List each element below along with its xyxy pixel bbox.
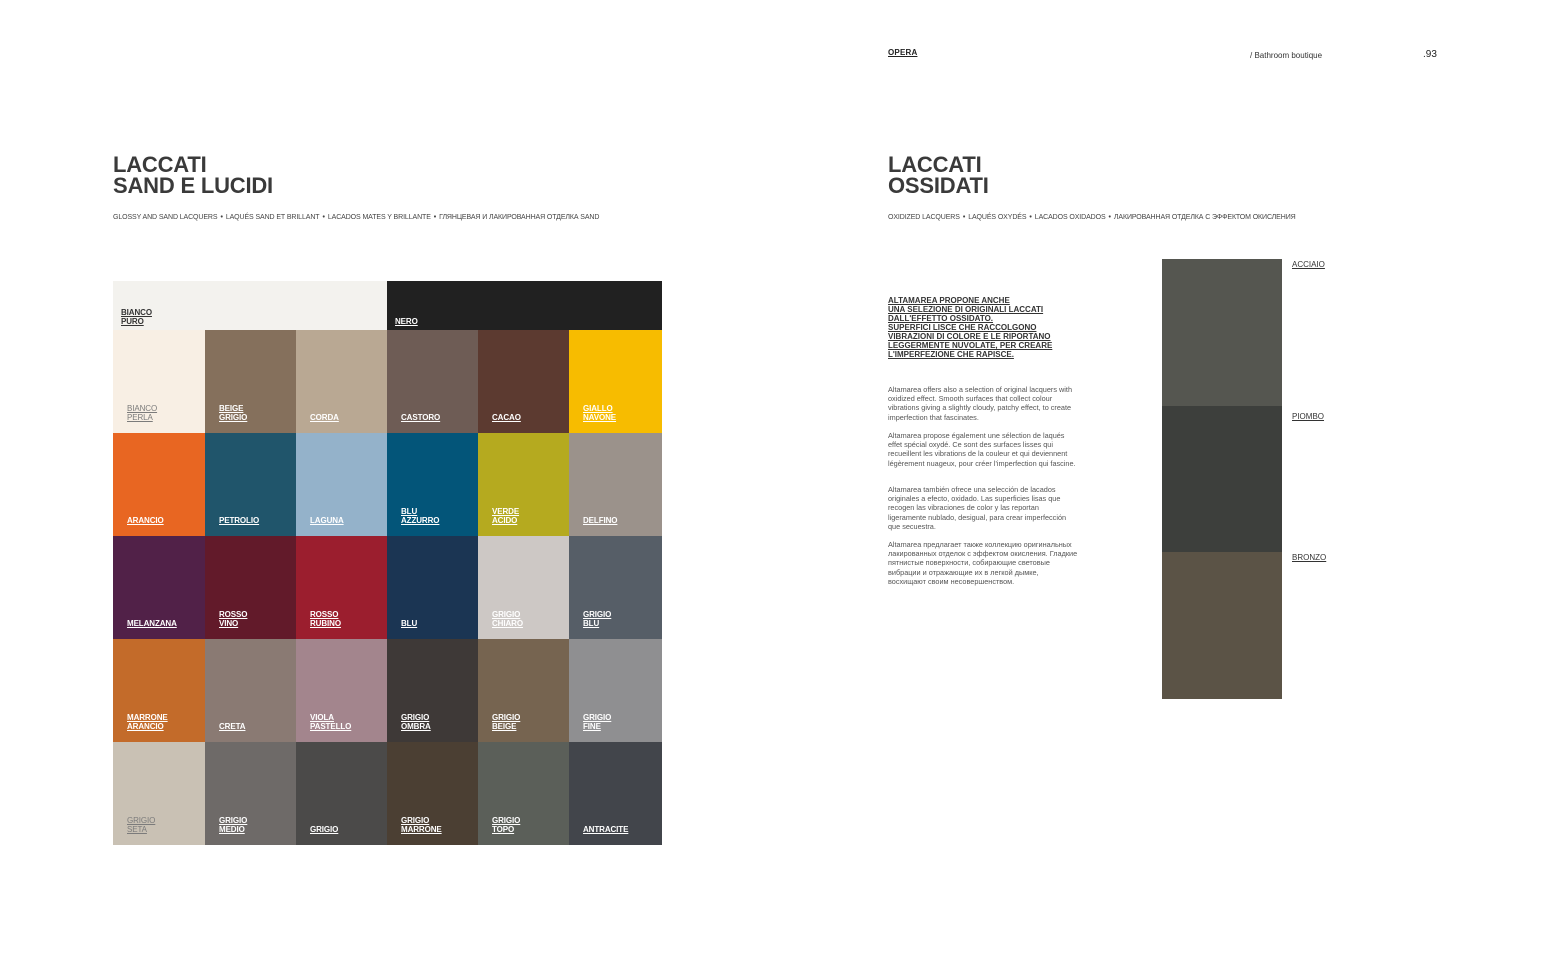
swatch	[113, 433, 205, 536]
swatch-label: ANTRACITE	[583, 825, 629, 834]
page-number: .93	[1423, 49, 1437, 60]
swatch	[113, 330, 205, 433]
subtitle-part: LACADOS OXIDADOS	[1034, 214, 1106, 221]
swatch-label: GRIGIO SETA	[127, 816, 156, 834]
swatch-label: GRIGIO BEIGE	[492, 713, 521, 731]
swatch	[478, 330, 569, 433]
swatch-label: PETROLIO	[219, 516, 260, 525]
swatch	[296, 330, 387, 433]
swatch-label: GRIGIO OMBRA	[401, 713, 431, 731]
section-name: / Bathroom boutique	[1250, 51, 1323, 60]
swatch-label: DELFINO	[583, 516, 618, 525]
swatch	[569, 536, 662, 639]
color-swatch-grid	[113, 281, 662, 846]
swatch-label: GRIGIO BLU	[583, 610, 612, 628]
swatch	[569, 742, 662, 845]
swatch-label: LAGUNA	[310, 516, 344, 525]
swatch-label: CACAO	[492, 413, 521, 422]
subtitle-part: GLOSSY AND SAND LACQUERS	[113, 214, 218, 221]
subtitle-part: ГЛЯНЦЕВАЯ И ЛАКИРОВАННАЯ ОТДЕЛКА SAND	[439, 214, 600, 221]
swatch-label: BLU AZZURRO	[401, 507, 440, 525]
paragraph-spanish: Altamarea también ofrece una selección de lacados originales a efecto, oxidado. Las superficies lisas que recogen las vibraciones de color y las reportan ligeramente nublado, desigual, para crear imperfección que secuestra.	[888, 485, 1067, 531]
paragraph-english: Altamarea offers also a selection of original lacquers with oxidized effect. Smooth surfaces that collect colour vibrations giving a slightly cloudy, patchy effect, to create imperfection that fascinates.	[888, 385, 1073, 422]
swatch	[205, 433, 296, 536]
swatch-label: GRIGIO MEDIO	[219, 816, 248, 834]
subtitle-part: OXIDIZED LACQUERS	[888, 214, 960, 221]
subtitle-separator: •	[322, 214, 325, 221]
brand-name: OPERA	[888, 48, 918, 57]
subtitle-separator: •	[433, 214, 437, 221]
subtitle-part: ЛАКИРОВАННАЯ ОТДЕЛКА С ЭФФЕКТОМ ОКИСЛЕНИЯ	[1113, 214, 1296, 221]
swatch	[387, 639, 478, 742]
swatch	[387, 433, 478, 536]
swatch-label: BIANCO PURO	[121, 308, 152, 326]
left-subtitle	[113, 214, 599, 221]
swatch	[569, 330, 662, 433]
swatch	[113, 281, 387, 330]
intro-text: ALTAMAREA PROPONE ANCHE UNA SELEZIONE DI ORIGINALI LACCATI DALL'EFFETTO OSSIDATO. SUPERFICI LISCE CHE RACCOLGONO VIBRAZIONI DI COLORE E LE RIPORTANO LEGGERMENTE NUVOLATE, PER CREARE L'IMPERFEZIONE CHE RAPISCE.	[888, 296, 1053, 359]
oxidized-label-bronzo: BRONZO	[1292, 553, 1327, 562]
swatch-label: GRIGIO	[310, 825, 339, 834]
swatch	[113, 742, 205, 845]
swatch	[296, 742, 387, 845]
swatch-label: CORDA	[310, 413, 339, 422]
oxidized-swatch-bronzo	[1162, 552, 1282, 699]
swatch-label: NERO	[395, 317, 418, 326]
swatch	[113, 639, 205, 742]
swatch	[569, 639, 662, 742]
swatch-label: VERDE ACIDO	[492, 507, 520, 525]
swatch-label: GRIGIO CHIARO	[492, 610, 523, 628]
swatch	[478, 639, 569, 742]
swatch-label: GRIGIO TOPO	[492, 816, 521, 834]
subtitle-separator: •	[1108, 214, 1111, 221]
swatch	[478, 536, 569, 639]
swatch-label: CASTORO	[401, 413, 441, 422]
right-subtitle	[888, 214, 1296, 221]
swatch-label: MELANZANA	[127, 619, 177, 628]
swatch	[296, 536, 387, 639]
swatch-label: BLU	[401, 619, 418, 628]
paragraph-russian: Altamarea предлагает также коллекцию оригинальных лакированных отделок с эффектом окисления. Гладкие пятнистые поверхности, собирающие световые вибрации и отражающие их в легкой дымке, восхищают своим несовершенством.	[888, 540, 1078, 586]
oxidized-label-piombo: PIOMBO	[1292, 412, 1325, 421]
swatch	[113, 536, 205, 639]
subtitle-separator: •	[962, 214, 966, 221]
subtitle-part: LACADOS MATES Y BRILLANTE	[327, 214, 431, 221]
swatch	[205, 639, 296, 742]
right-title: LACCATI OSSIDATI	[888, 152, 989, 198]
subtitle-part: LAQUÉS OXYDÉS	[968, 214, 1027, 221]
swatch-label: BIANCO PERLA	[127, 404, 158, 422]
swatch	[387, 281, 662, 330]
oxidized-swatch-piombo	[1162, 406, 1282, 552]
subtitle-part: LAQUÉS SAND ET BRILLANT	[225, 214, 320, 221]
swatch	[387, 742, 478, 845]
swatch	[296, 433, 387, 536]
subtitle-separator: •	[220, 214, 223, 221]
swatch-label: GRIGIO FINE	[583, 713, 612, 731]
swatch	[205, 742, 296, 845]
swatch	[387, 536, 478, 639]
subtitle-separator: •	[1029, 214, 1032, 221]
swatch	[387, 330, 478, 433]
swatch	[296, 639, 387, 742]
swatch-label: GRIGIO MARRONE	[401, 816, 442, 834]
left-title: LACCATI SAND E LUCIDI	[113, 152, 273, 198]
oxidized-label-acciaio: ACCIAIO	[1292, 260, 1325, 269]
swatch	[478, 742, 569, 845]
oxidized-swatch-acciaio	[1162, 259, 1282, 406]
swatch-label: MARRONE ARANCIO	[127, 713, 168, 731]
swatch	[478, 433, 569, 536]
swatch-label: VIOLA PASTELLO	[310, 713, 352, 731]
swatch-label: ROSSO RUBINO	[310, 610, 341, 628]
swatch-label: BEIGE GRIGIO	[219, 404, 248, 422]
swatch	[569, 433, 662, 536]
swatch	[205, 536, 296, 639]
swatch	[205, 330, 296, 433]
swatch-label: ARANCIO	[127, 516, 164, 525]
paragraph-french: Altamarea propose également une sélection de laqués effet spécial oxydé. Ce sont des surfaces lisses qui recueillent les vibrations de la couleur et qui deviennent légèrement nuageux, pour créer l'imperfection qui fascine.	[888, 431, 1076, 468]
swatch-label: GIALLO NAVONE	[583, 404, 617, 422]
swatch-label: ROSSO VINO	[219, 610, 248, 628]
swatch-label: CRETA	[219, 722, 246, 731]
